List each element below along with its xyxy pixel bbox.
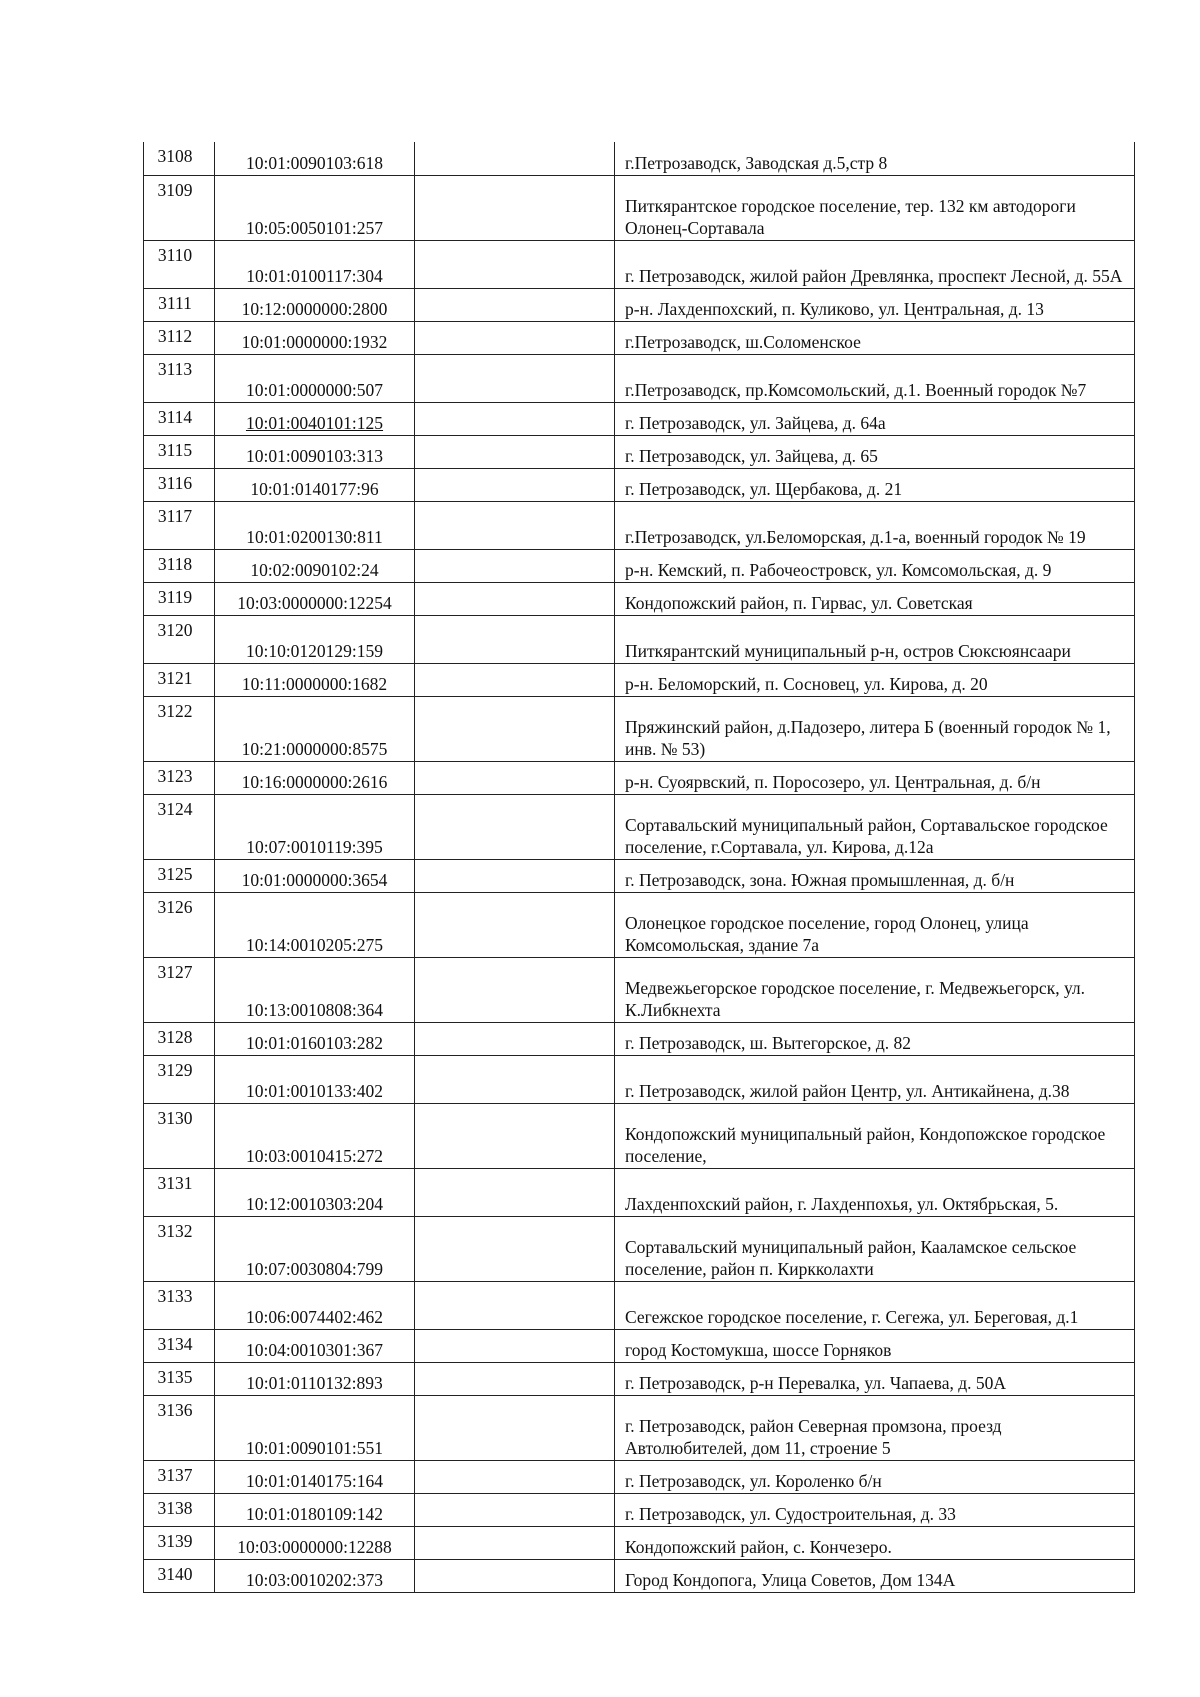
address: Питкярантский муниципальный р-н, остров Сюксюянсаари (615, 615, 1135, 663)
table-row (144, 663, 1135, 696)
empty-cell (415, 1103, 615, 1168)
cadastral-number: 10:01:0160103:282 (215, 1022, 415, 1055)
cadastral-number: 10:06:0074402:462 (215, 1281, 415, 1329)
empty-cell (415, 696, 615, 761)
address: г. Петрозаводск, район Северная промзона, проезд Автолюбителей, дом 11, строение 5 (615, 1395, 1135, 1460)
address: Кондопожский муниципальный район, Кондопожское городское поселение, (615, 1103, 1135, 1168)
empty-cell (415, 240, 615, 288)
empty-cell (415, 663, 615, 696)
table-row (144, 696, 1135, 761)
address: г. Петрозаводск, зона. Южная промышленная, д. б/н (615, 859, 1135, 892)
empty-cell (415, 957, 615, 1022)
table-row (144, 501, 1135, 549)
cadastral-number: 10:10:0120129:159 (215, 615, 415, 663)
table-row (144, 957, 1135, 1022)
cadastral-number: 10:01:0090103:313 (215, 435, 415, 468)
row-number: 3140 (144, 1559, 215, 1592)
table-row (144, 354, 1135, 402)
address: Сегежское городское поселение, г. Сегежа, ул. Береговая, д.1 (615, 1281, 1135, 1329)
address: Питкярантское городское поселение, тер. 132 км автодороги Олонец-Сортавала (615, 175, 1135, 240)
cadastral-number: 10:01:0000000:1932 (215, 321, 415, 354)
cadastral-number: 10:12:0000000:2800 (215, 288, 415, 321)
empty-cell (415, 402, 615, 435)
empty-cell (415, 1329, 615, 1362)
cadastral-number: 10:14:0010205:275 (215, 892, 415, 957)
row-number: 3112 (144, 321, 215, 354)
row-number: 3125 (144, 859, 215, 892)
address: г.Петрозаводск, Заводская д.5,стр 8 (615, 142, 1135, 175)
row-number: 3123 (144, 761, 215, 794)
table-row (144, 1055, 1135, 1103)
address: р-н. Лахденпохский, п. Куликово, ул. Центральная, д. 13 (615, 288, 1135, 321)
row-number: 3119 (144, 582, 215, 615)
empty-cell (415, 1055, 615, 1103)
empty-cell (415, 582, 615, 615)
row-number: 3126 (144, 892, 215, 957)
table-row (144, 175, 1135, 240)
row-number: 3138 (144, 1493, 215, 1526)
table-row (144, 859, 1135, 892)
table-row (144, 1362, 1135, 1395)
table-row (144, 892, 1135, 957)
address: Город Кондопога, Улица Советов, Дом 134А (615, 1559, 1135, 1592)
empty-cell (415, 1362, 615, 1395)
empty-cell (415, 1168, 615, 1216)
row-number: 3116 (144, 468, 215, 501)
empty-cell (415, 142, 615, 175)
table-row (144, 1329, 1135, 1362)
cadastral-number (215, 402, 415, 435)
empty-cell (415, 1281, 615, 1329)
cadastral-number: 10:03:0000000:12288 (215, 1526, 415, 1559)
address: г. Петрозаводск, ул. Судостроительная, д. 33 (615, 1493, 1135, 1526)
address: г.Петрозаводск, пр.Комсомольский, д.1. Военный городок №7 (615, 354, 1135, 402)
row-number: 3108 (144, 142, 215, 175)
row-number: 3129 (144, 1055, 215, 1103)
table-row (144, 240, 1135, 288)
empty-cell (415, 1460, 615, 1493)
cadastral-number: 10:01:0200130:811 (215, 501, 415, 549)
address: Лахденпохский район, г. Лахденпохья, ул. Октябрьская, 5. (615, 1168, 1135, 1216)
address: Кондопожский район, с. Кончезеро. (615, 1526, 1135, 1559)
empty-cell (415, 501, 615, 549)
row-number: 3118 (144, 549, 215, 582)
table-row (144, 1526, 1135, 1559)
row-number: 3130 (144, 1103, 215, 1168)
empty-cell (415, 435, 615, 468)
address: г.Петрозаводск, ул.Беломорская, д.1-а, военный городок № 19 (615, 501, 1135, 549)
empty-cell (415, 794, 615, 859)
cadastral-number: 10:01:0100117:304 (215, 240, 415, 288)
cadastral-number: 10:01:0000000:3654 (215, 859, 415, 892)
cadastral-number: 10:01:0140175:164 (215, 1460, 415, 1493)
empty-cell (415, 1022, 615, 1055)
empty-cell (415, 321, 615, 354)
table-row (144, 1460, 1135, 1493)
cadastral-number: 10:07:0030804:799 (215, 1216, 415, 1281)
empty-cell (415, 354, 615, 402)
row-number: 3110 (144, 240, 215, 288)
cadastral-number: 10:13:0010808:364 (215, 957, 415, 1022)
empty-cell (415, 859, 615, 892)
table-row (144, 288, 1135, 321)
table-row (144, 1493, 1135, 1526)
table-row (144, 1395, 1135, 1460)
address: г.Петрозаводск, ш.Соломенское (615, 321, 1135, 354)
cadastral-number: 10:04:0010301:367 (215, 1329, 415, 1362)
cadastral-number: 10:03:0010202:373 (215, 1559, 415, 1592)
property-table (143, 142, 1135, 1593)
empty-cell (415, 1395, 615, 1460)
empty-cell (415, 761, 615, 794)
row-number: 3120 (144, 615, 215, 663)
address: Олонецкое городское поселение, город Олонец, улица Комсомольская, здание 7а (615, 892, 1135, 957)
row-number: 3109 (144, 175, 215, 240)
table-row (144, 1168, 1135, 1216)
table-row (144, 321, 1135, 354)
address: г. Петрозаводск, р-н Перевалка, ул. Чапаева, д. 50А (615, 1362, 1135, 1395)
row-number: 3131 (144, 1168, 215, 1216)
cadastral-number: 10:01:0090101:551 (215, 1395, 415, 1460)
row-number: 3113 (144, 354, 215, 402)
cadastral-number: 10:03:0010415:272 (215, 1103, 415, 1168)
row-number: 3122 (144, 696, 215, 761)
table-row (144, 1281, 1135, 1329)
empty-cell (415, 468, 615, 501)
table-row (144, 402, 1135, 435)
row-number: 3135 (144, 1362, 215, 1395)
cadastral-number: 10:02:0090102:24 (215, 549, 415, 582)
row-number: 3132 (144, 1216, 215, 1281)
row-number: 3134 (144, 1329, 215, 1362)
address: г. Петрозаводск, ул. Короленко б/н (615, 1460, 1135, 1493)
address: г. Петрозаводск, жилой район Центр, ул. Антикайнена, д.38 (615, 1055, 1135, 1103)
table-row (144, 582, 1135, 615)
empty-cell (415, 1559, 615, 1592)
empty-cell (415, 175, 615, 240)
row-number: 3111 (144, 288, 215, 321)
address: г. Петрозаводск, жилой район Древлянка, проспект Лесной, д. 55А (615, 240, 1135, 288)
row-number: 3137 (144, 1460, 215, 1493)
row-number: 3128 (144, 1022, 215, 1055)
empty-cell (415, 1493, 615, 1526)
table-row (144, 1216, 1135, 1281)
empty-cell (415, 1216, 615, 1281)
cadastral-number: 10:01:0110132:893 (215, 1362, 415, 1395)
empty-cell (415, 615, 615, 663)
empty-cell (415, 288, 615, 321)
address: Кондопожский район, п. Гирвас, ул. Советская (615, 582, 1135, 615)
table-row (144, 1559, 1135, 1592)
empty-cell (415, 892, 615, 957)
table-row (144, 615, 1135, 663)
cadastral-number: 10:01:0010133:402 (215, 1055, 415, 1103)
table-row (144, 549, 1135, 582)
address: р-н. Кемский, п. Рабочеостровск, ул. Комсомольская, д. 9 (615, 549, 1135, 582)
cadastral-number: 10:07:0010119:395 (215, 794, 415, 859)
address: г. Петрозаводск, ул. Щербакова, д. 21 (615, 468, 1135, 501)
cadastral-number: 10:05:0050101:257 (215, 175, 415, 240)
address: Сортавальский муниципальный район, Сортавальское городское поселение, г.Сортавала, ул. Кирова, д.12а (615, 794, 1135, 859)
cadastral-number: 10:01:0090103:618 (215, 142, 415, 175)
cadastral-number: 10:01:0180109:142 (215, 1493, 415, 1526)
address: г. Петрозаводск, ул. Зайцева, д. 64а (615, 402, 1135, 435)
cadastral-number: 10:21:0000000:8575 (215, 696, 415, 761)
table-row (144, 142, 1135, 175)
row-number: 3136 (144, 1395, 215, 1460)
table-row (144, 1103, 1135, 1168)
address: Сортавальский муниципальный район, Кааламское сельское поселение, район п. Киркколахти (615, 1216, 1135, 1281)
row-number: 3139 (144, 1526, 215, 1559)
address: г. Петрозаводск, ул. Зайцева, д. 65 (615, 435, 1135, 468)
cadastral-number: 10:11:0000000:1682 (215, 663, 415, 696)
cadastral-number: 10:16:0000000:2616 (215, 761, 415, 794)
table-row (144, 794, 1135, 859)
empty-cell (415, 1526, 615, 1559)
row-number: 3117 (144, 501, 215, 549)
address: р-н. Суоярвский, п. Поросозеро, ул. Центральная, д. б/н (615, 761, 1135, 794)
row-number: 3114 (144, 402, 215, 435)
address: Медвежьегорское городское поселение, г. Медвежьегорск, ул. К.Либкнехта (615, 957, 1135, 1022)
empty-cell (415, 549, 615, 582)
address: г. Петрозаводск, ш. Вытегорское, д. 82 (615, 1022, 1135, 1055)
cadastral-number: 10:12:0010303:204 (215, 1168, 415, 1216)
row-number: 3121 (144, 663, 215, 696)
cadastral-number: 10:01:0140177:96 (215, 468, 415, 501)
table-row (144, 468, 1135, 501)
address: р-н. Беломорский, п. Сосновец, ул. Кирова, д. 20 (615, 663, 1135, 696)
address: Пряжинский район, д.Падозеро, литера Б (военный городок № 1, инв. № 53) (615, 696, 1135, 761)
table-row (144, 761, 1135, 794)
row-number: 3127 (144, 957, 215, 1022)
table-row (144, 1022, 1135, 1055)
address: город Костомукша, шоссе Горняков (615, 1329, 1135, 1362)
row-number: 3133 (144, 1281, 215, 1329)
cadastral-number-text: 10:01:0040101:125 (245, 412, 384, 433)
table-row (144, 435, 1135, 468)
cadastral-number: 10:01:0000000:507 (215, 354, 415, 402)
row-number: 3124 (144, 794, 215, 859)
row-number: 3115 (144, 435, 215, 468)
cadastral-number: 10:03:0000000:12254 (215, 582, 415, 615)
